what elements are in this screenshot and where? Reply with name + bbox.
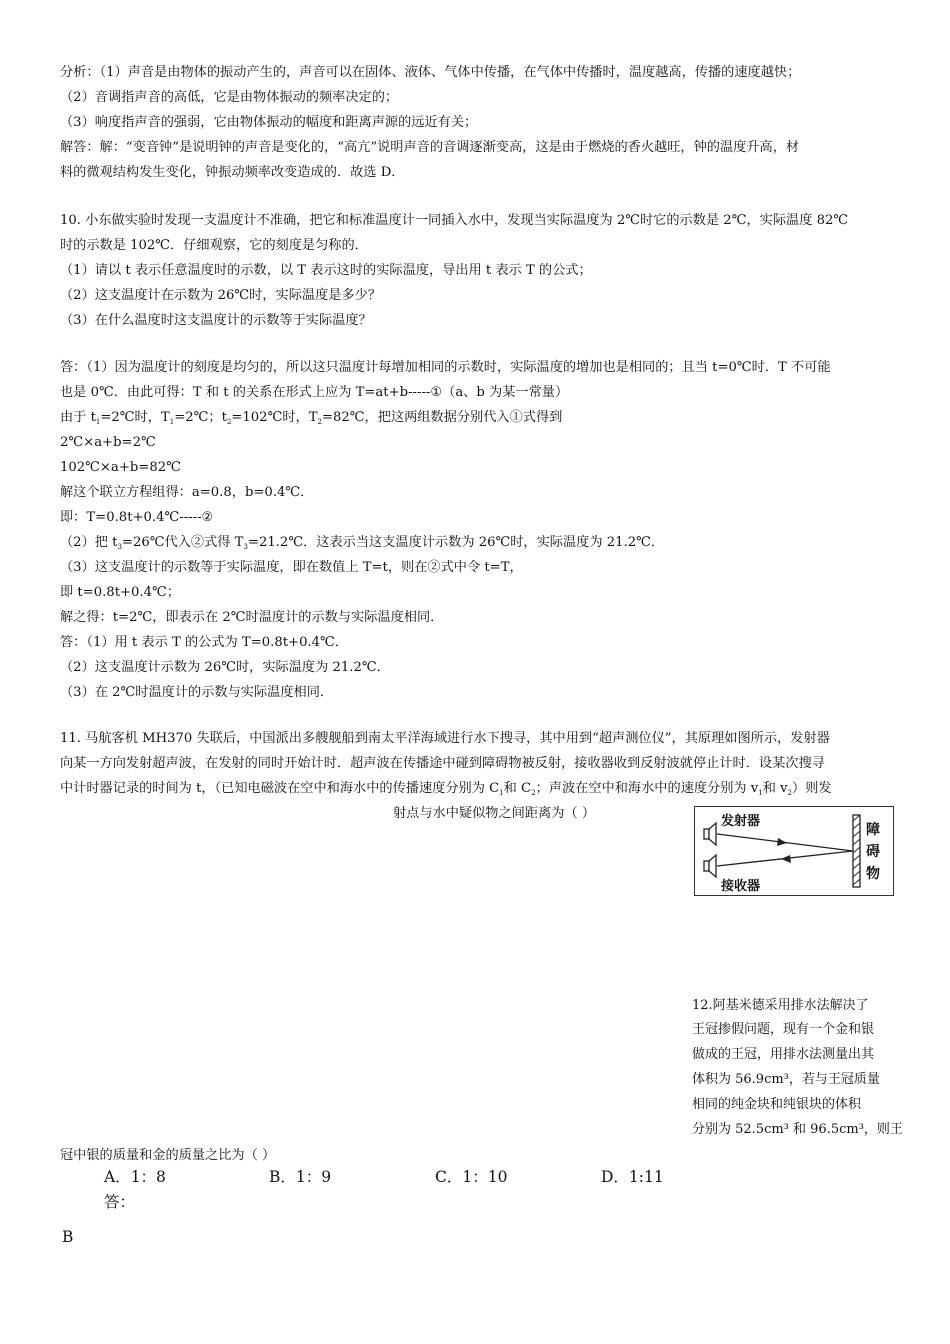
transmitter-label: 发射器 [721, 814, 761, 829]
subscript: 1 [758, 789, 763, 797]
q10-line: （3）在什么温度时这支温度计的示数等于实际温度？ [60, 313, 372, 328]
subscript: 1 [169, 418, 175, 426]
subscript: 3 [243, 543, 248, 551]
q10-line: 10. 小东做实验时发现一支温度计不准确，把它和标准温度计一同插入水中，发现当实际温度为 2℃时它的示数是 2℃，实际温度 82℃ [60, 213, 849, 228]
subscript: 3 [117, 543, 122, 551]
a10-line: 即 t=0.8t+0.4℃； [60, 585, 180, 600]
a10-line: （3）在 2℃时温度计的示数与实际温度相同． [60, 685, 334, 700]
subscript: 2 [226, 418, 232, 426]
text-run: =2℃时，T [100, 410, 170, 425]
obstacle-wall-icon [853, 815, 860, 887]
answer-value: B [62, 1228, 74, 1246]
q10-line: 时的示数是 102℃．仔细观察，它的刻度是匀称的． [60, 238, 368, 253]
a10-line: 也是 0℃．由此可得：T 和 t 的关系在形式上应为 T=at+b-----①（a、b 为某一常量） [60, 385, 569, 400]
q12-line: 王冠掺假问题，现有一个金和银 [692, 1022, 875, 1037]
text-run: ）则发 [792, 781, 832, 796]
text-run: （2）把 t [60, 535, 118, 550]
q10-line: （1）请以 t 表示任意温度时的示数，以 T 表示这时的实际温度，导出用 t 表示 T 的公式； [60, 263, 592, 278]
analysis-line: 解答：解：“变音钟”是说明钟的声音是变化的，“高亢”说明声音的音调逐渐变高，这是由于燃烧的香火越旺，钟的温度升高，材 [60, 140, 800, 155]
option-b: B．1：9 [269, 1168, 332, 1186]
answer-label: 答： [104, 1193, 136, 1211]
subscript: 1 [499, 789, 504, 797]
q12-line: 12.阿基米德采用排水法解决了 [692, 998, 869, 1013]
obstacle-label: 障 [866, 822, 880, 838]
q11-line: 射点与水中疑似物之间距离为（ ） [393, 806, 596, 821]
analysis-line: （3）响度指声音的强弱，它由物体振动的幅度和距离声源的远近有关； [60, 115, 478, 130]
subscript: 2 [317, 418, 322, 426]
a10-line: （3）这支温度计的示数等于实际温度，即在数值上 T=t，则在②式中令 t=T， [60, 560, 523, 575]
text-run: =21.2℃．这表示当这支温度计示数为 26℃时，实际温度为 21.2℃． [247, 535, 665, 550]
q12-line: 做成的王冠，用排水法测量出其 [692, 1047, 875, 1062]
text-run: 和 v [762, 781, 788, 796]
q10-line: （2）这支温度计在示数为 26℃时，实际温度是多少？ [60, 288, 382, 303]
a10-line [60, 534, 664, 556]
a10-line: （2）这支温度计示数为 26℃时，实际温度为 21.2℃． [60, 660, 390, 675]
text-run: 和 C [503, 781, 532, 796]
a10-line: 解之得：t=2℃，即表示在 2℃时温度计的示数与实际温度相同． [60, 610, 444, 625]
q12-line: 体积为 56.9cm³，若与王冠质量 [692, 1072, 880, 1087]
text-run: =102℃时，T [231, 410, 318, 425]
q11-line [60, 780, 832, 802]
analysis-line: 分析：（1）声音是由物体的振动产生的，声音可以在固体、液体、气体中传播，在气体中传播时，温度越高，传播的速度越快； [60, 65, 801, 80]
text-run: ；声波在空中和海水中的速度分别为 v [535, 781, 759, 796]
q12-line: 相同的纯金块和纯银块的体积 [692, 1097, 862, 1112]
a10-line: 答：（1）因为温度计的刻度是均匀的，所以这只温度计每增加相同的示数时，实际温度的增加也是相同的；且当 t=0℃时．T 不可能 [60, 360, 831, 375]
analysis-line: 料的微观结构发生变化，钟振动频率改变造成的．故选 D． [60, 165, 405, 180]
q11-line: 11. 马航客机 MH370 失联后，中国派出多艘舰船到南太平洋海域进行水下搜寻，其中用到“超声测位仪”，其原理如图所示，发射器 [60, 731, 830, 746]
text-run: 由于 t [60, 410, 96, 425]
option-a: A．1：8 [104, 1168, 166, 1186]
q11-line: 向某一方向发射超声波，在发射的同时开始计时．超声波在传播途中碰到障碍物被反射，接收器收到反射波就停止计时．设某次搜寻 [60, 756, 825, 771]
a10-line: 102℃×a+b=82℃ [60, 460, 181, 475]
text-run: =26℃代入②式得 T [121, 535, 244, 550]
reflected-wave-arrow-icon [781, 855, 791, 863]
sonar-figure [694, 806, 894, 896]
a10-line: 即：T=0.8t+0.4℃-----② [60, 510, 214, 525]
a10-line: 解这个联立方程组得：a=0.8，b=0.4℃． [60, 485, 314, 500]
a10-line [60, 409, 562, 431]
text-run: =82℃，把这两组数据分别代入①式得到 [321, 410, 563, 425]
receiver-speaker-icon [704, 855, 716, 877]
subscript: 2 [787, 789, 793, 797]
obstacle-label: 碍 [866, 844, 880, 860]
obstacle-label: 物 [866, 866, 880, 882]
text-run: 中计时器记录的时间为 t，（已知电磁波在空中和海水中的传播速度分别为 C [60, 781, 500, 796]
q12-line: 分别为 52.5cm³ 和 96.5cm³，则王 [692, 1122, 903, 1137]
subscript: 2 [531, 789, 536, 797]
option-c: C．1：10 [435, 1168, 508, 1186]
receiver-label: 接收器 [721, 879, 761, 894]
subscript: 1 [95, 418, 101, 426]
transmitter-speaker-icon [704, 823, 716, 845]
analysis-line: （2）音调指声音的高低，它是由物体振动的频率决定的； [60, 90, 399, 105]
a10-line: 2℃×a+b=2℃ [60, 435, 156, 450]
text-run: =2℃；t [174, 410, 227, 425]
a10-line: 答：（1）用 t 表示 T 的公式为 T=0.8t+0.4℃． [60, 635, 348, 650]
q12-stem-tail: 冠中银的质量和金的质量之比为（ ） [60, 1148, 276, 1163]
option-d: D．1:11 [601, 1168, 664, 1186]
